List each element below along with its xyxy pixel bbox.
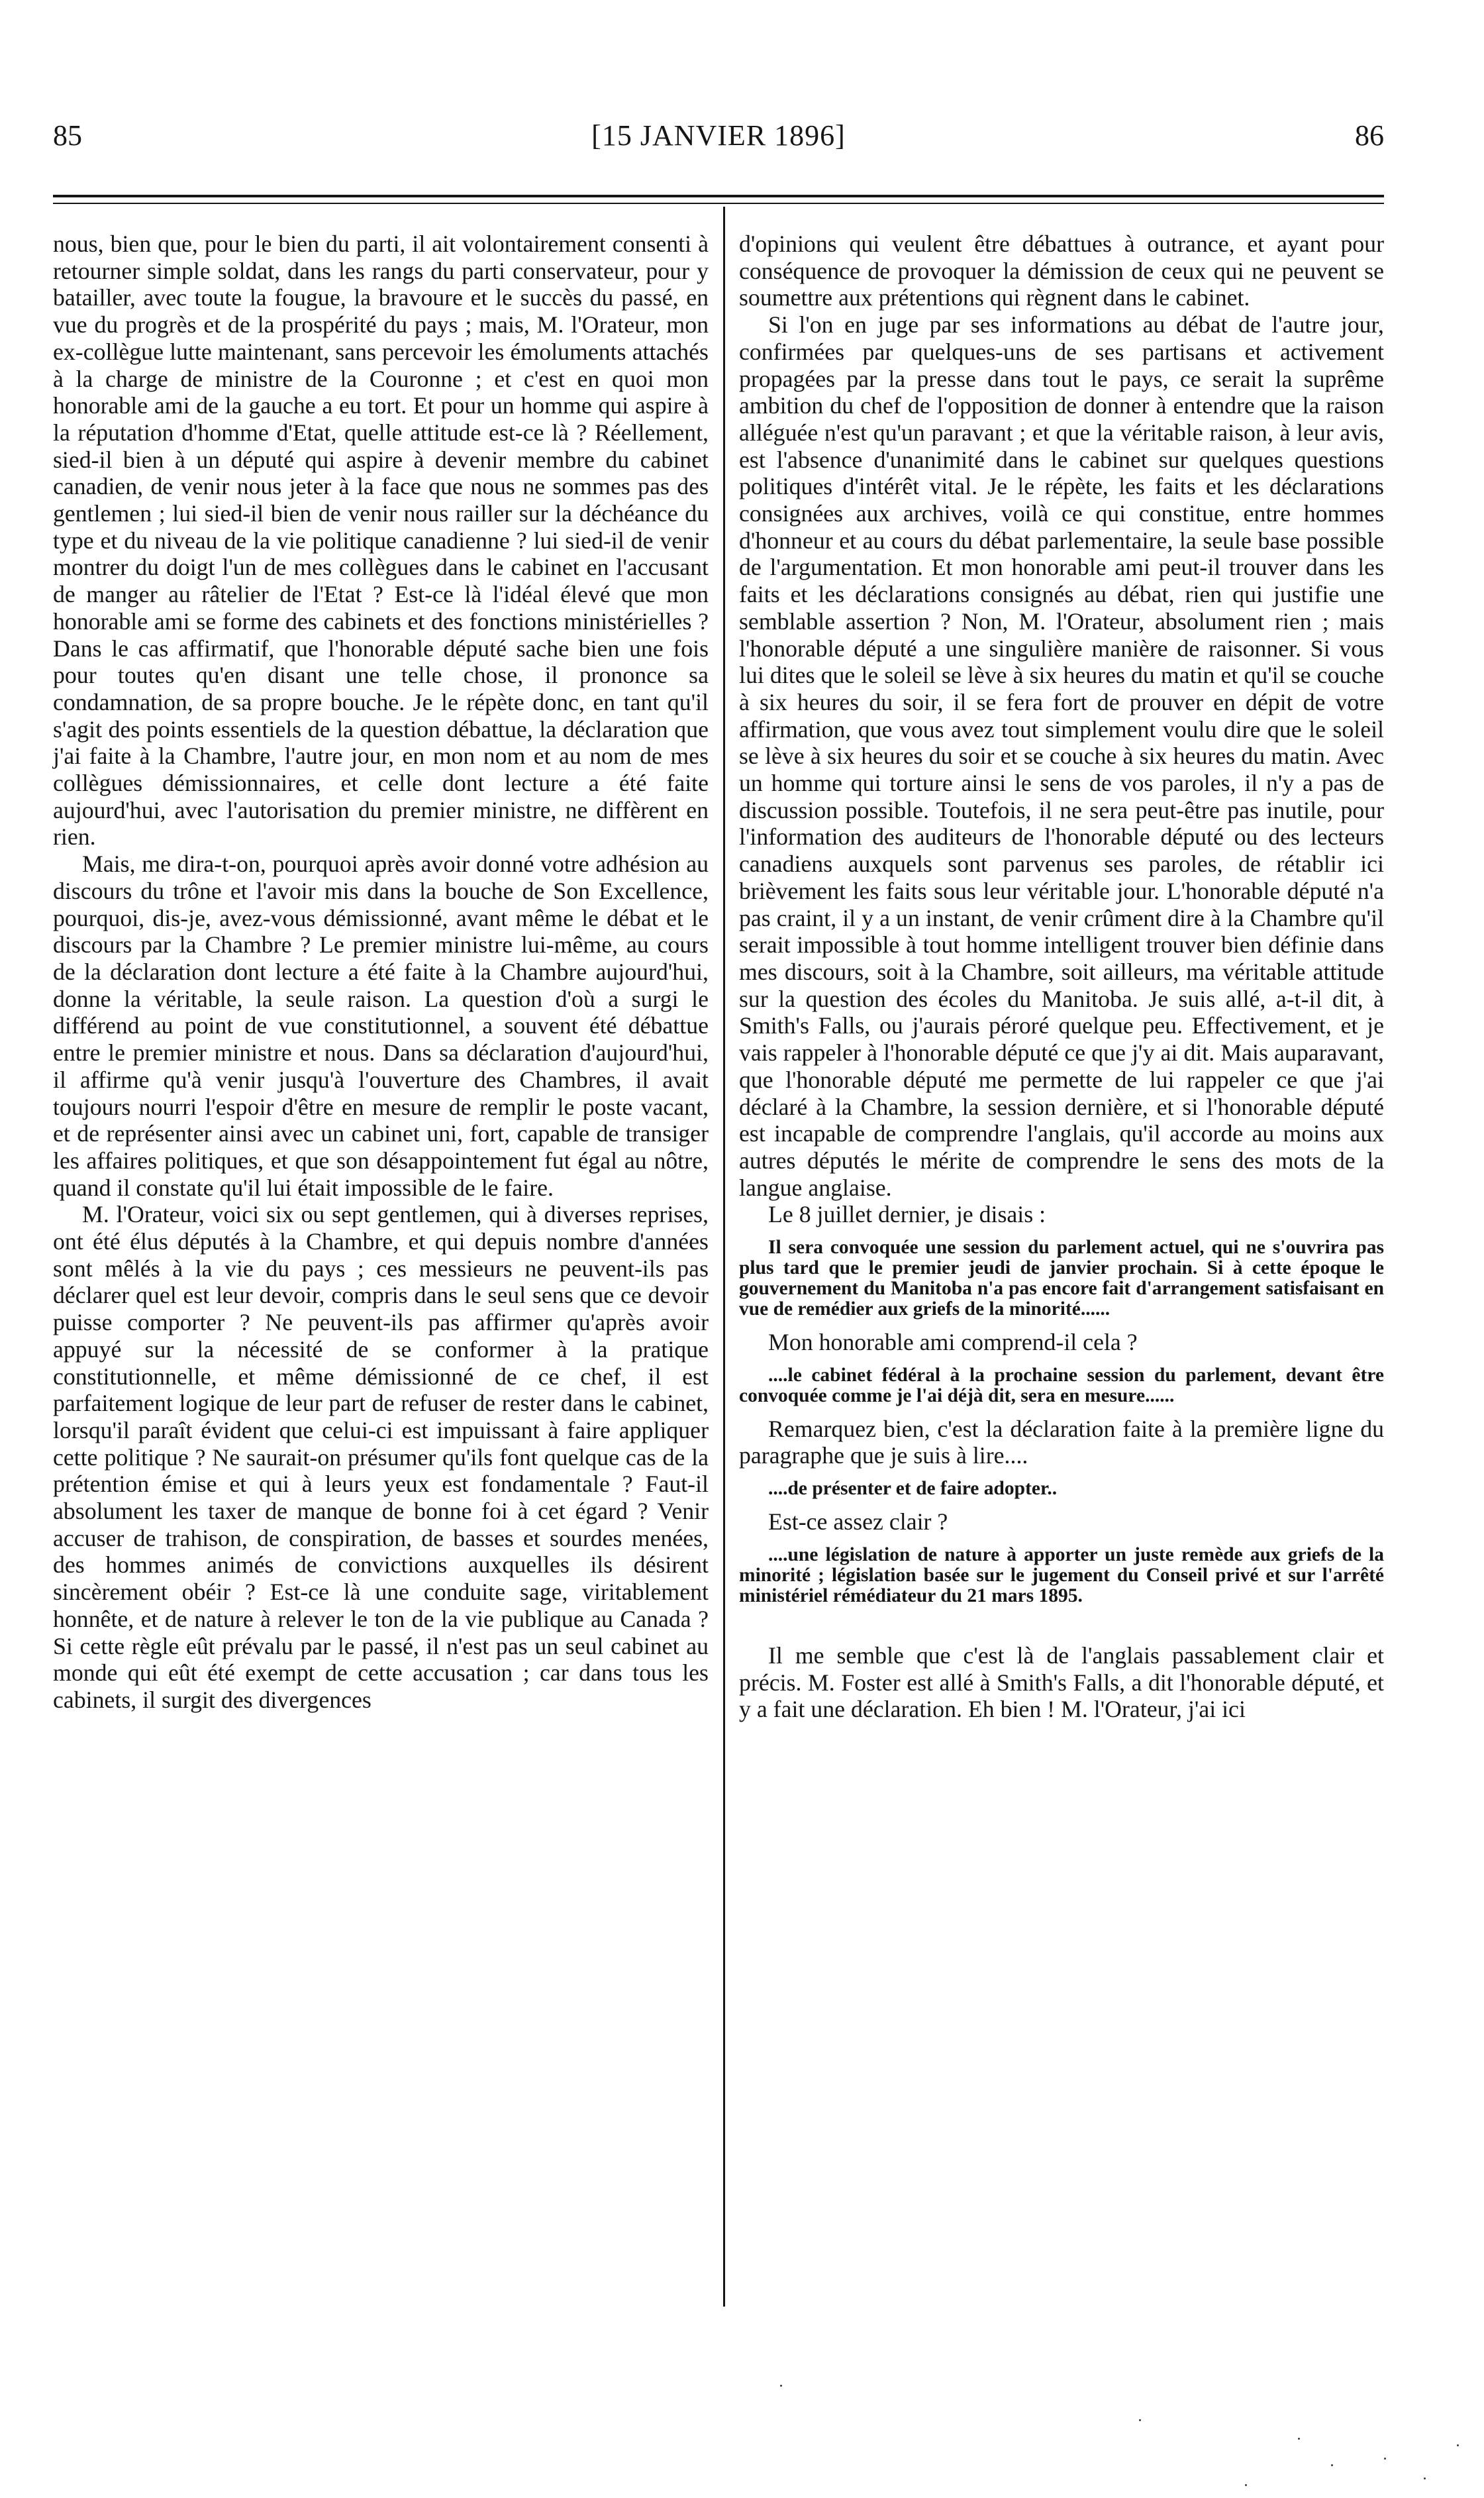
speck <box>1245 2484 1247 2486</box>
left-column <box>53 231 709 1714</box>
right-paragraph-2: Si l'on en juge par ses informations au débat de l'autre jour, confirmées par quelques-uns de ses partisans et activement propagées par la presse dans tout le pays, ce serait la suprême ambition du chef de l'opposition de donner à entendre que la raison alléguée n'est qu'un paravant ; et que la véritable raison, à leur avis, est l'absence d'unanimité dans le cabinet sur quelques questions politiques d'intérêt vital. Je le répète, les faits et les déclarations consignées aux archives, voilà ce qui constitue, entre hommes d'honneur et au cours du débat parlementaire, la seule base possible de l'argumentation. Et mon honorable ami peut-il trouver dans les faits et les déclarations consignés au débat, rien qui justifie une semblable assertion ? Non, M. l'Orateur, absolument rien ; mais l'honorable député a une singulière manière de raisonner. Si vous lui dites que le soleil se lève à six heures du matin et qu'il se couche à six heures du soir, il se fera fort de prouver en dépit de votre affirmation, que vous avez tout simplement voulu dire que le soleil se lève à six heures du soir et se couche à six heures du matin. Avec un homme qui torture ainsi le sens de vos paroles, il n'y a pas de discussion possible. Toutefois, il ne sera peut-être pas inutile, pour l'information des auditeurs de l'honorable député ou des lecteurs canadiens auxquels sont parvenus ses paroles, de rétablir ici brièvement les faits sous leur véritable jour. L'honorable député n'a pas craint, il y a un instant, de venir crûment dire à la Chambre qu'il serait impossible à tout homme intelligent trouver bien définie dans mes discours, soit à la Chambre, soit ailleurs, ma véritable attitude sur la question des écoles du Manitoba. Je suis allé, a-t-il dit, à Smith's Falls, ou j'aurais péroré quelque peu. Effectivement, et je vais rappeler à l'honorable député ce que j'y ai dit. Mais auparavant, que l'honorable député me permette de lui rappeler ce que j'ai déclaré à la Chambre, la session dernière, et si l'honorable député est incapable de comprendre l'anglais, qu'il accorde au moins aux autres députés le mérite de comprendre le sens des mots de la langue anglaise. <box>739 311 1384 1201</box>
quotation-4: ....une législation de nature à apporter un juste remède aux griefs de la minorité ; législation basée sur le jugement du Conseil privé et sur l'arrêté ministériel rémédiateur du 21 mars 1895. <box>739 1543 1384 1606</box>
right-paragraph-7: Il me semble que c'est là de l'anglais passablement clair et précis. M. Foster est allé à Smith's Falls, a dit l'honorable député, et y a fait une déclaration. Eh bien ! M. l'Orateur, j'ai ici <box>739 1641 1384 1723</box>
speck <box>1139 2419 1141 2421</box>
header-rule-thick <box>53 195 1384 197</box>
left-paragraph-2: Mais, me dira-t-on, pourquoi après avoir donné votre adhésion au discours du trône et l'avoir mis dans la bouche de Son Excellence, pourquoi, dis-je, avez-vous démissionné, avant même le débat et le discours par la Chambre ? Le premier ministre lui-même, au cours de la déclaration dont lecture a été faite à la Chambre aujourd'hui, donne la véritable, la seule raison. La question d'où a surgi le différend au point de vue constitutionnel, a souvent été débattue entre le premier ministre et nous. Dans sa déclaration d'aujourd'hui, il affirme qu'à venir jusqu'à l'ouverture des Chambres, il avait toujours nourri l'espoir d'être en mesure de remplir le poste vacant, et de représenter ainsi avec un cabinet uni, fort, capable de transiger les affaires politiques, et que son désappointement fut égal au nôtre, quand il constate qu'il lui était impossible de le faire. <box>53 851 709 1201</box>
session-date: [15 JANVIER 1896] <box>591 119 846 152</box>
speck <box>1424 2477 1426 2479</box>
page-header <box>53 113 1384 159</box>
left-page-number: 85 <box>53 119 82 152</box>
spacer <box>739 1616 1384 1642</box>
right-paragraph-3: Le 8 juillet dernier, je disais : <box>768 1201 1046 1228</box>
speck <box>1298 2438 1300 2440</box>
quotation-2: ....le cabinet fédéral à la prochaine session du parlement, devant être convoquée comme je l'ai déjà dit, sera en mesure...... <box>739 1364 1384 1406</box>
right-paragraph-1: d'opinions qui veulent être débattues à outrance, et ayant pour conséquence de provoquer la démission de ceux qui ne peuvent se soumettre aux prétentions qui règnent dans le cabinet. <box>739 231 1384 311</box>
left-paragraph-1: nous, bien que, pour le bien du parti, il ait volontairement consenti à retourner simple soldat, dans les rangs du parti conservateur, pour y batailler, avec toute la fougue, la bravoure et le succès du passé, en vue du progrès et de la prospérité du pays ; mais, M. l'Orateur, mon ex-collègue lutte maintenant, sans percevoir les émoluments attachés à la charge de ministre de la Couronne ; et c'est en quoi mon honorable ami de la gauche a eu tort. Et pour un homme qui aspire à la réputation d'homme d'Etat, quelle attitude est-ce là ? Réellement, sied-il bien à un député qui aspire à devenir membre du cabinet canadien, de venir nous jeter à la face que nous ne sommes pas des gentlemen ; lui sied-il bien de venir nous railler sur la déchéance du type et du niveau de la vie politique canadienne ? lui sied-il de venir montrer du doigt l'un de mes collègues dans le cabinet en l'accusant de manger au râtelier de l'Etat ? Est-ce là l'idéal élevé que mon honorable ami se forme des cabinets et des fonctions ministérielles ? Dans le cas affirmatif, que l'honorable député sache bien une fois pour toutes qu'en disant une telle chose, il prononce sa condamnation, de sa propre bouche. Je le répète donc, en tant qu'il s'agit des points essentiels de la question débattue, la déclaration que j'ai faite à la Chambre, l'autre jour, en mon nom et au nom de mes collègues démissionnaires, et celle dont lecture a été faite aujourd'hui, avec l'autorisation du premier ministre, ne diffèrent en rien. <box>53 231 709 851</box>
left-paragraph-3: M. l'Orateur, voici six ou sept gentlemen, qui à diverses reprises, ont été élus députés à la Chambre, et qui depuis nombre d'années sont mêlés à la vie du pays ; ces messieurs ne peuvent-ils pas déclarer quel est leur devoir, compris dans le seul sens que ce devoir puisse comporter ? Ne peuvent-ils pas affirmer qu'après avoir appuyé sur la nécessité de se conformer à la pratique constitutionnelle, et même démissionné de ce chef, il est parfaitement logique de leur part de refuser de rester dans le cabinet, lorsqu'il paraît évident que celui-ci est impuissant à faire appliquer cette politique ? Ne saurait-on présumer qu'ils font quelque cas de la prétention émise et qui à leurs yeux est fondamentale ? Faut-il absolument les taxer de manque de bonne foi à cet égard ? Venir accuser de trahison, de conspiration, de basses et sourdes menées, des hommes animés de convictions auxquelles ils désirent sincèrement obéir ? Est-ce là une conduite sage, viritablement honnête, et de nature à relever le ton de la vie publique au Canada ? Si cette règle eût prévalu par le passé, il n'est pas un seul cabinet au monde qui eût été exempt de cette accusation ; car dans tous les cabinets, il surgit des divergences <box>53 1201 709 1713</box>
right-paragraph-6: Est-ce assez clair ? <box>768 1508 948 1535</box>
right-paragraph-4: Mon honorable ami comprend-il cela ? <box>768 1329 1138 1356</box>
column-divider <box>723 207 725 2307</box>
right-paragraph-5: Remarquez bien, c'est la déclaration faite à la première ligne du paragraphe que je suis à lire.... <box>739 1415 1384 1469</box>
speck <box>780 2385 782 2387</box>
header-rule-thin <box>53 203 1384 204</box>
speck <box>1331 2464 1333 2466</box>
scan-specks <box>0 2358 1484 2498</box>
speck <box>1384 2458 1386 2460</box>
speck <box>1457 2444 1459 2446</box>
right-column <box>739 231 1384 1723</box>
quotation-1: Il sera convoquée une session du parlement actuel, qui ne s'ouvrira pas plus tard que le premier jeudi de janvier prochain. Si à cette époque le gouvernement du Manitoba n'a pas encore fait d'arrangement satisfaisant en vue de remédier aux griefs de la minorité...... <box>739 1237 1384 1320</box>
right-page-number: 86 <box>1355 119 1384 152</box>
quotation-3: ....de présenter et de faire adopter.. <box>768 1478 1058 1500</box>
